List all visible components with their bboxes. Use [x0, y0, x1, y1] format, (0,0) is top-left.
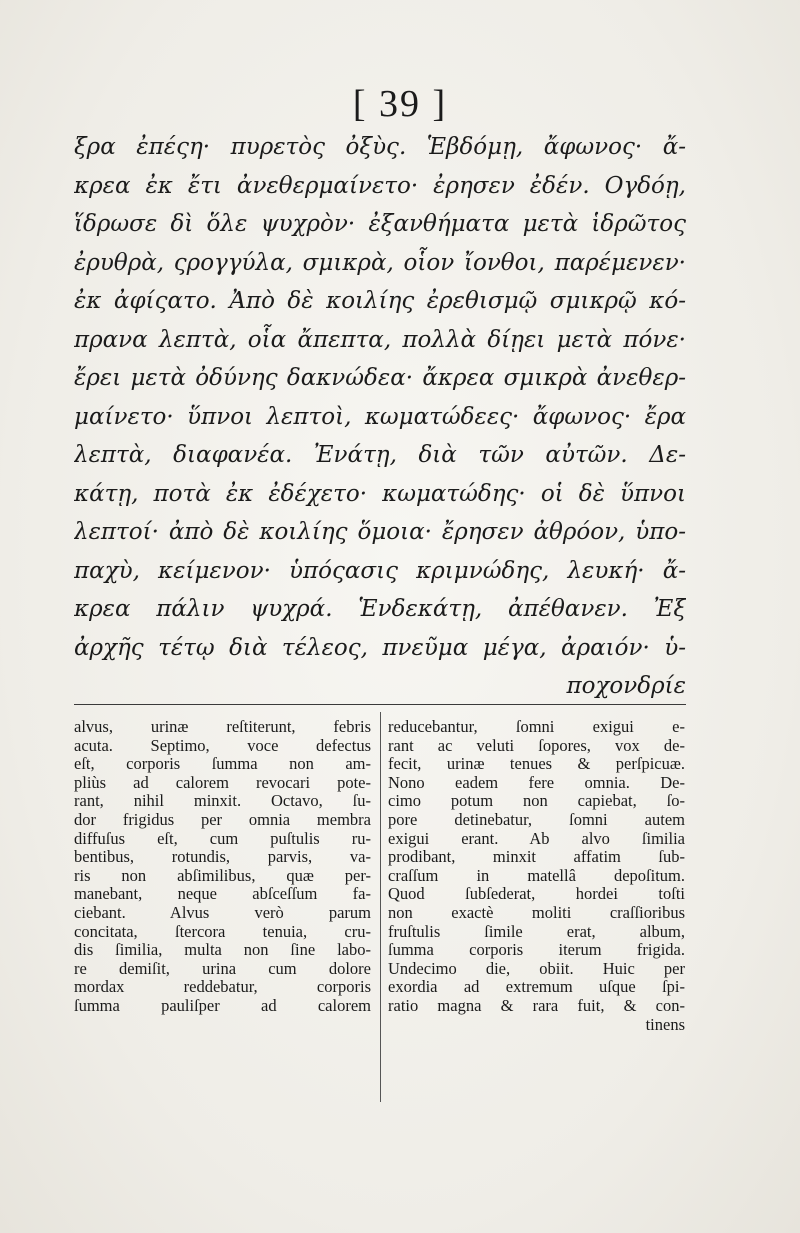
- latin-catchword: tinens: [645, 1015, 685, 1034]
- latin-line: ciebant. Alvus verò parum: [74, 903, 371, 922]
- greek-line: ἐρυθρὰ, ςρογγύλα, σμικρὰ, οἷον ἴονθοι, παρέμενεν·: [74, 249, 686, 276]
- latin-line: concitata, ſtercora tenuia, cru-: [74, 922, 371, 941]
- latin-line: dor frigidus per omnia membra: [74, 810, 371, 829]
- greek-line: ξρα ἐπέςη· πυρετὸς ὀξὺς. Ἑβδόμῃ, ἄφωνος· ἄ-: [74, 134, 686, 160]
- latin-line: ſumma corporis iterum frigida.: [388, 941, 685, 960]
- greek-line: λεπτοί· ἀπὸ δὲ κοιλίης ὅμοια· ἔρησεν ἀθρόον, ὑπο-: [74, 519, 686, 545]
- greek-catchword: ποχονδρίε: [566, 673, 686, 699]
- latin-line: ſumma pauliſper ad calorem: [74, 996, 371, 1015]
- latin-line: mordax reddebatur, corporis: [74, 978, 371, 997]
- latin-column-right: [388, 718, 685, 1034]
- latin-line: fruſtulis ſimile erat, album,: [388, 922, 685, 941]
- latin-line: non exactè moliti craſſioribus: [388, 903, 685, 922]
- latin-line: craſſum in matellâ depoſitum.: [388, 866, 685, 885]
- latin-line: dis ſimilia, multa non ſine labo-: [74, 941, 371, 960]
- greek-text-block: [74, 128, 686, 706]
- greek-line: λεπτὰ, διαφανέα. Ἐνάτῃ, διὰ τῶν αὐτῶν. Δε-: [74, 442, 686, 468]
- greek-line: ἵδρωσε δὶ ὅλε ψυχρὸν· ἐξανθήματα μετὰ ἱδρῶτος: [74, 211, 686, 237]
- latin-line: pliùs ad calorem revocari pote-: [74, 773, 371, 792]
- greek-line: ἔρει μετὰ ὀδύνης δακνώδεα· ἄκρεα σμικρὰ ἀνεθερ-: [74, 365, 686, 391]
- horizontal-rule: [74, 704, 686, 705]
- latin-line: Nono eadem fere omnia. De-: [388, 773, 685, 792]
- latin-line: diffuſus eſt, cum puſtulis ru-: [74, 829, 371, 848]
- greek-line: ἀρχῆς τέτῳ διὰ τέλεος, πνεῦμα μέγα, ἀραιόν· ὑ-: [74, 634, 686, 661]
- latin-line: re demiſit, urina cum dolore: [74, 959, 371, 978]
- greek-line: κάτῃ, ποτὰ ἐκ ἐδέχετο· κωματώδης· οἱ δὲ ὕπνοι: [74, 480, 686, 507]
- greek-line: μαίνετο· ὕπνοι λεπτοὶ, κωματώδεες· ἄφωνος· ἔρα: [74, 403, 686, 430]
- latin-line: exigui erant. Ab alvo ſimilia: [388, 829, 685, 848]
- latin-line: rant, nihil minxit. Octavo, ſu-: [74, 792, 371, 811]
- latin-line: alvus, urinæ reſtiterunt, febris: [74, 718, 371, 736]
- latin-line: bentibus, rotundis, parvis, va-: [74, 848, 371, 867]
- latin-line: ris non abſimilibus, quæ per-: [74, 866, 371, 885]
- latin-line: ratio magna & rara fuit, & con-: [388, 996, 685, 1015]
- latin-line: exordia ad extremum uſque ſpi-: [388, 978, 685, 997]
- latin-line: Undecimo die, obiit. Huic per: [388, 959, 685, 978]
- latin-line: eſt, corporis ſumma non am-: [74, 755, 371, 774]
- greek-line: κρεα πάλιν ψυχρά. Ἑνδεκάτῃ, ἀπέθανεν. Ἐξ: [74, 596, 686, 622]
- latin-line: prodibant, minxit affatim ſub-: [388, 848, 685, 867]
- latin-line: pore detinebatur, ſomni autem: [388, 810, 685, 829]
- latin-line: rant ac veluti ſopores, vox de-: [388, 736, 685, 755]
- latin-line: Quod ſubſederat, hordei toſti: [388, 885, 685, 904]
- latin-line: fecit, urinæ tenues & perſpicuæ.: [388, 755, 685, 774]
- greek-line: κρεα ἐκ ἔτι ἀνεθερμαίνετο· ἐρησεν ἐδέν. Ογδόῃ,: [74, 172, 686, 199]
- latin-line: reducebantur, ſomni exigui e-: [388, 718, 685, 736]
- greek-line: ἐκ ἀφίςατο. Ἀπὸ δὲ κοιλίης ἐρεθισμῷ σμικρῷ κό-: [74, 288, 686, 314]
- page-number: [ 39 ]: [352, 83, 448, 125]
- latin-column-left: [74, 718, 371, 1016]
- latin-line: manebant, neque abſceſſum fa-: [74, 885, 371, 904]
- latin-line: acuta. Septimo, voce defectus: [74, 736, 371, 755]
- greek-line: παχὺ, κείμενον· ὑπόςασις κριμνώδης, λευκή· ἄ-: [74, 557, 686, 584]
- greek-line: πρανα λεπτὰ, οἷα ἄπεπτα, πολλὰ δίῃει μετὰ πόνε·: [74, 326, 686, 353]
- latin-line: cimo potum non capiebat, ſo-: [388, 792, 685, 811]
- column-divider: [380, 712, 381, 1102]
